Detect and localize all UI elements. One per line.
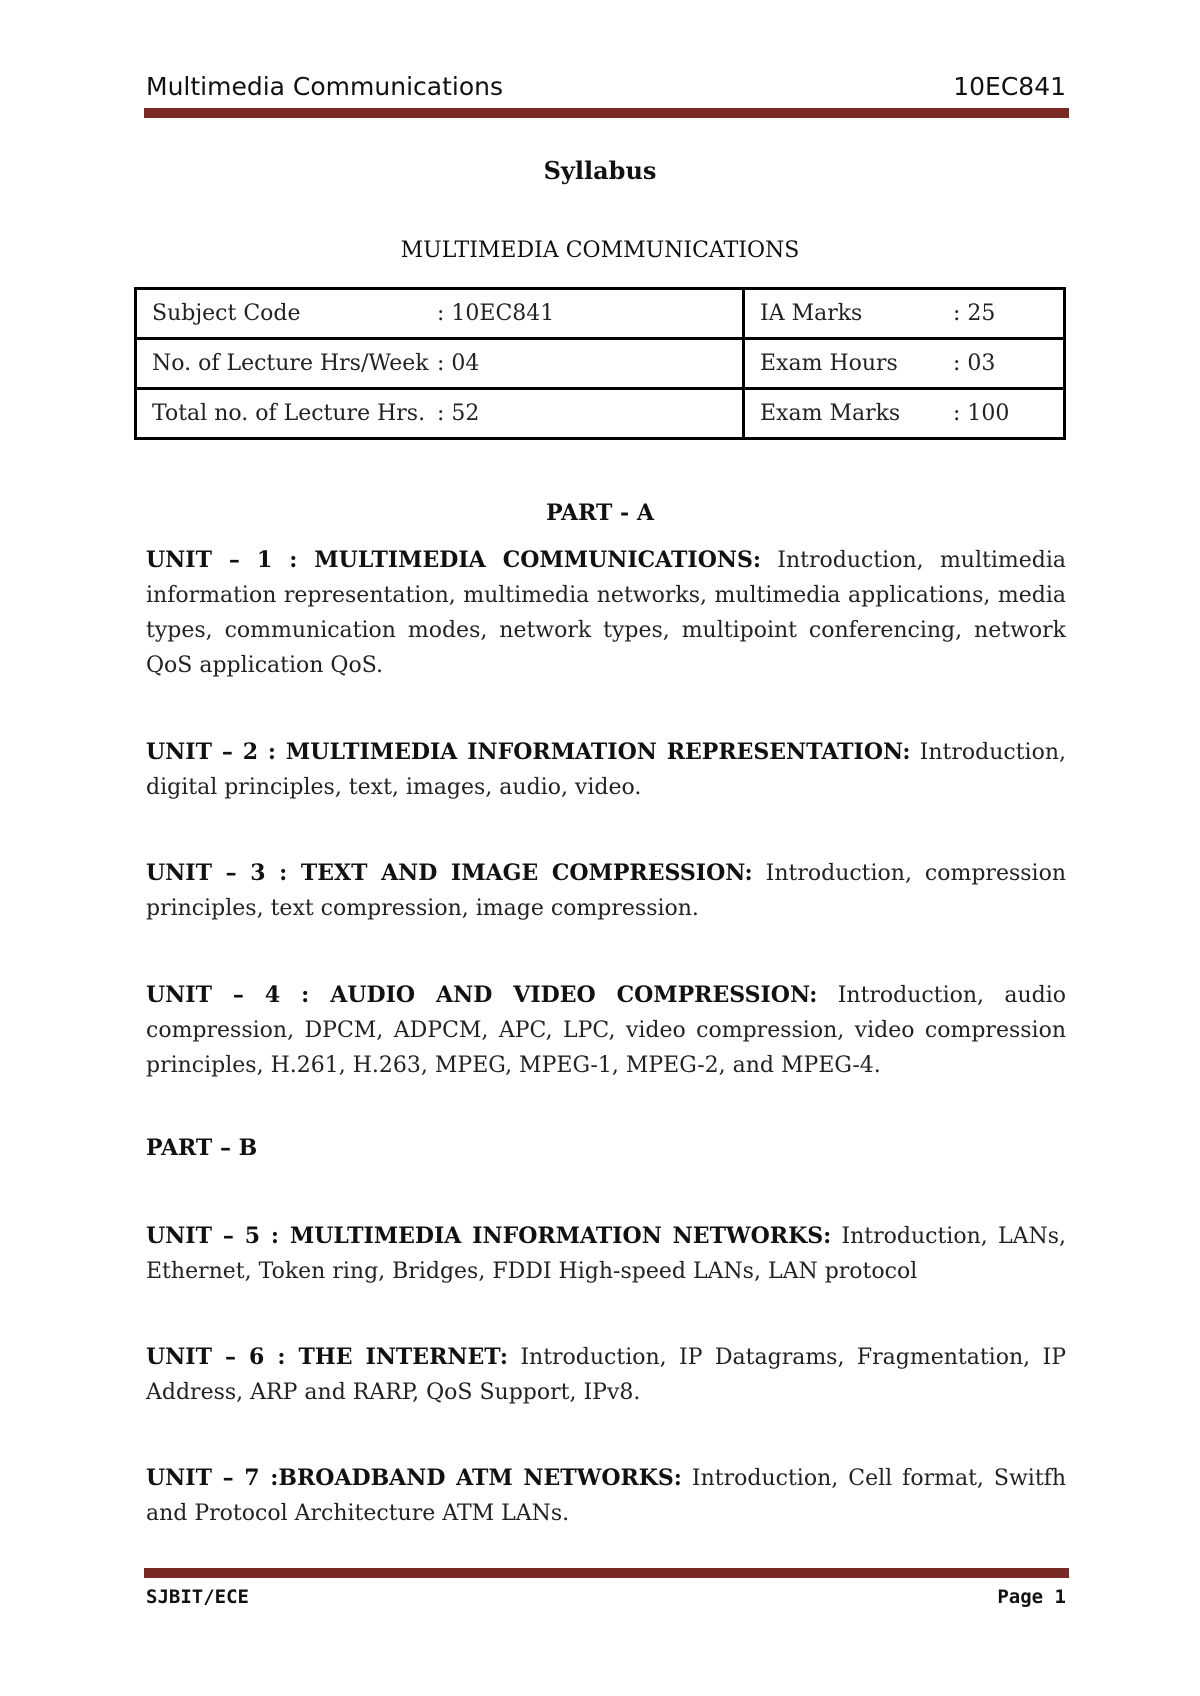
unit-topics: Introduction, IP Datagrams, Fragmentation, IP Address, ARP and RARP, QoS Support, IPv8. (146, 1345, 1066, 1405)
cell-label: Subject Code (152, 301, 301, 326)
table-cell (744, 389, 1065, 439)
unit-1-paragraph (146, 543, 1066, 683)
course-subtitle: MULTIMEDIA COMMUNICATIONS (400, 238, 800, 263)
table-cell (744, 339, 1065, 389)
cell-label: Exam Marks (760, 401, 901, 426)
table-cell (136, 289, 744, 339)
header-course-title: Multimedia Communications (146, 72, 503, 101)
part-a-heading: PART - A (546, 500, 654, 526)
footer-page-number: Page 1 (997, 1586, 1066, 1608)
cell-label: No. of Lecture Hrs/Week (152, 351, 429, 376)
page-footer (146, 1586, 1066, 1608)
unit-4-paragraph (146, 978, 1066, 1083)
cell-value: : 25 (953, 301, 996, 326)
unit-topics: Introduction, digital principles, text, images, audio, video. (146, 740, 1067, 800)
subject-info-table (134, 287, 1066, 440)
table-cell (136, 339, 744, 389)
cell-label: Total no. of Lecture Hrs. (152, 401, 426, 426)
table-row (136, 339, 1065, 389)
unit-heading: UNIT – 4 : AUDIO AND VIDEO COMPRESSION: (146, 982, 818, 1008)
table-row (136, 389, 1065, 439)
unit-topics: Introduction, LANs, Ethernet, Token ring, Bridges, FDDI High-speed LANs, LAN protocol (146, 1224, 1066, 1284)
cell-value: : 10EC841 (437, 301, 555, 326)
part-b-heading: PART – B (146, 1135, 258, 1161)
footer-department: SJBIT/ECE (146, 1586, 249, 1608)
unit-3-paragraph (146, 856, 1066, 926)
cell-value: : 52 (437, 401, 480, 426)
unit-2-paragraph (146, 735, 1066, 805)
table-row (136, 289, 1065, 339)
unit-heading: UNIT – 7 :BROADBAND ATM NETWORKS: (146, 1465, 682, 1491)
cell-label: IA Marks (760, 301, 863, 326)
table-cell (136, 389, 744, 439)
cell-label: Exam Hours (760, 351, 898, 376)
unit-topics: Introduction, multimedia information representation, multimedia networks, multimedia applications, media types, communication modes, network types, multipoint conferencing, network QoS application QoS. (146, 548, 1066, 678)
unit-7-paragraph (146, 1461, 1066, 1531)
unit-topics: Introduction, audio compression, DPCM, ADPCM, APC, LPC, video compression, video compression principles, H.261, H.263, MPEG, MPEG-1, MPEG-2, and MPEG-4. (146, 983, 1066, 1078)
header-rule (144, 108, 1069, 118)
unit-heading: UNIT – 1 : MULTIMEDIA COMMUNICATIONS: (146, 547, 761, 573)
unit-heading: UNIT – 5 : MULTIMEDIA INFORMATION NETWORKS: (146, 1223, 832, 1249)
unit-heading: UNIT – 6 : THE INTERNET: (146, 1344, 508, 1370)
unit-5-paragraph (146, 1219, 1066, 1289)
unit-topics: Introduction, Cell format, Switfh and Protocol Architecture ATM LANs. (146, 1466, 1066, 1526)
unit-heading: UNIT – 2 : MULTIMEDIA INFORMATION REPRESENTATION: (146, 739, 911, 765)
unit-6-paragraph (146, 1340, 1066, 1410)
unit-topics: Introduction, compression principles, text compression, image compression. (146, 861, 1067, 921)
table-cell (744, 289, 1065, 339)
footer-rule (144, 1568, 1069, 1578)
header-course-code: 10EC841 (953, 72, 1066, 101)
cell-value: : 100 (953, 401, 1010, 426)
unit-heading: UNIT – 3 : TEXT AND IMAGE COMPRESSION: (146, 860, 753, 886)
page-header (146, 72, 1066, 101)
cell-value: : 03 (953, 351, 996, 376)
cell-value: : 04 (437, 351, 480, 376)
page-title: Syllabus (543, 156, 657, 185)
